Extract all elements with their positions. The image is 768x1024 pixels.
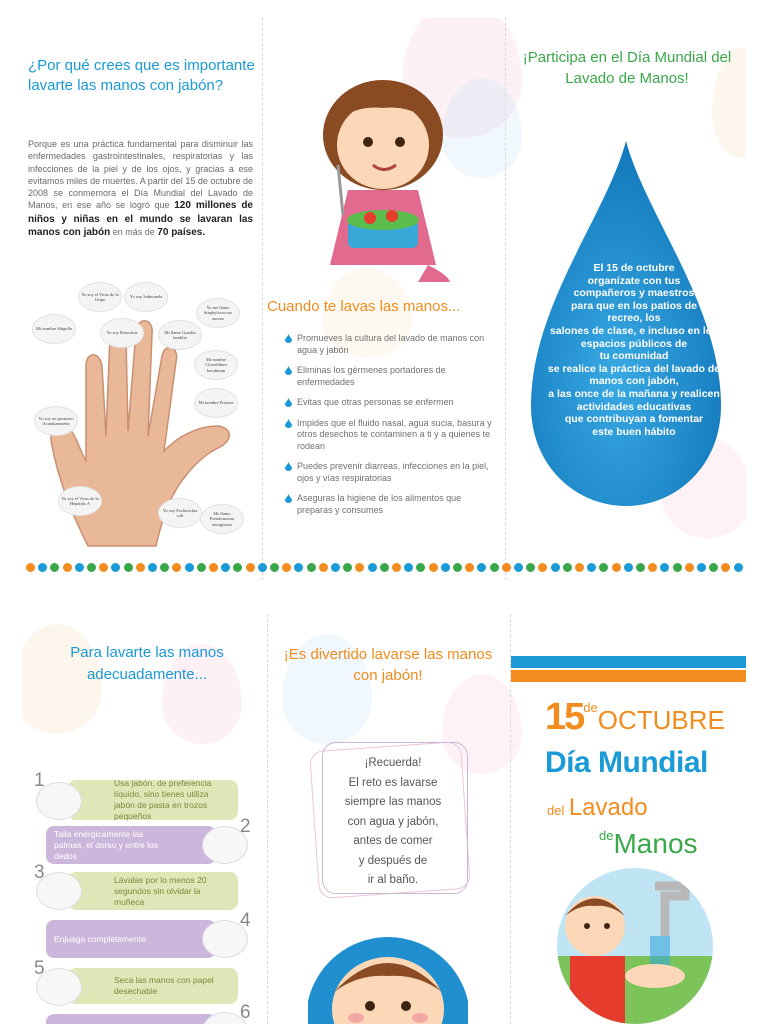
recuerda-line: y después de [358,854,428,867]
boy-face-illustration [308,934,468,1024]
divider-dot [38,563,47,572]
step-box [68,872,238,910]
brochure-inside [22,614,746,1024]
divider-dot [636,563,645,572]
divider-dot [307,563,316,572]
divider-dot [697,563,706,572]
drop-bullet-icon [285,419,292,428]
divider-dot [465,563,474,572]
step-number: 3 [34,862,45,883]
divider-dot [538,563,547,572]
germ-bubble: Yo soy Rotavirus [100,318,144,348]
divider-dot [221,563,230,572]
divider-dot [514,563,523,572]
divider-dot [87,563,96,572]
divider-dot [355,563,364,572]
divider-dot [612,563,621,572]
step-box [46,826,216,864]
divider-dot [709,563,718,572]
divider-dot [477,563,486,572]
divider-dot [50,563,59,572]
step-number: 2 [240,816,251,837]
title-month: OCTUBRE [597,705,725,735]
list-item-text: Eliminas los gérmenes portadores de enfermedades [297,365,446,387]
list-item [285,493,495,516]
boy-washing-illustration [555,866,715,1024]
drop-text-line: se realice la práctica del lavado de [547,362,721,375]
germ-bubble: Yo me llamo Staphylococcus aureus [196,298,240,328]
recuerda-line: siempre las manos [344,796,442,808]
recuerda-line: El reto es lavarse [348,776,438,789]
list-item-text: Promueves la cultura del lavado de manos con agua y jabón [297,333,485,355]
step-text: Lávalas por lo menos 20 segundos sin olvidar la muñeca [114,874,207,907]
divider-dot [99,563,108,572]
divider-dot [380,563,389,572]
divider-dot [404,563,413,572]
germ-bubble: Mi nombre Clostridium botulinum [194,350,238,380]
hand-germs-illustration [28,276,256,554]
divider-dot [111,563,120,572]
divider-dot [648,563,657,572]
divider-dot [148,563,157,572]
divider-dot [270,563,279,572]
list-item-text: Aseguras la higiene de los alimentos que preparas y consumes [297,493,462,515]
title-lavado: Lavado [568,794,648,821]
recuerda-box [318,754,468,891]
divider-dot [258,563,267,572]
list-item-text: Puedes prevenir diarreas, infecciones en la piel, ojos y vías respiratorias [297,461,489,483]
divider-dot [624,563,633,572]
list-item-text: Evitas que otras personas se enfermen [297,397,454,407]
divider-dot [185,563,194,572]
divider-dot [673,563,682,572]
divider-dot [721,563,730,572]
divider-dot [331,563,340,572]
list-item [285,461,495,484]
list-item [285,365,495,388]
panel-fun [268,614,510,1024]
drop-text-line: El 15 de octubre [593,262,675,274]
panel-heading: Cuando te lavas las manos... [267,298,461,315]
paragraph-highlight: 70 países. [157,227,206,239]
divider-dot [587,563,596,572]
divider-dot [416,563,425,572]
step-box [46,920,216,958]
divider-dot [526,563,535,572]
recuerda-line: con agua y jabón, [347,815,439,828]
divider-dot [392,563,401,572]
dotted-divider [22,561,746,573]
drop-text-line: este buen hábito [592,425,676,438]
step-number: 4 [240,910,251,931]
panel-how-to-wash [22,614,267,1024]
divider-dot [599,563,608,572]
panel-heading: Para lavarte las manos adecuadamente... [70,644,224,683]
list-item-text: Impides que el fluido nasal, agua sucia, basura y otros desechos te contaminen a ti y a quienes te rodean [297,417,492,451]
benefits-list [285,333,495,525]
cover-stripe-orange [511,670,746,682]
divider-dot [124,563,133,572]
divider-dot [453,563,462,572]
divider-dot [209,563,218,572]
drop-text-line: tu comunidad [599,350,669,363]
panel-participate [506,18,746,580]
cover-stripe-blue [511,656,746,668]
list-item [285,397,495,409]
drop-bullet-icon [285,398,292,407]
divider-dot [685,563,694,572]
brochure-outside [22,18,746,580]
divider-dot [429,563,438,572]
drop-bullet-icon [285,462,292,471]
panel-heading: ¿Por qué crees que es importante lavarte las manos con jabón? [28,57,255,94]
divider-dot [441,563,450,572]
divider-dot [294,563,303,572]
title-de: de [599,828,614,843]
drop-text-line: recreo, los [607,312,661,325]
step-number: 1 [34,770,45,791]
title-dia-mundial: Día Mundial [545,746,708,779]
divider-dot [26,563,35,572]
drop-message [522,262,746,438]
drop-bullet-icon [285,334,292,343]
divider-dot [282,563,291,572]
divider-dot [75,563,84,572]
title-de: de [583,700,598,715]
drop-text-line: espacios públicos de [580,337,688,350]
drop-text-line: compañeros y maestros [573,287,695,300]
divider-dot [172,563,181,572]
germ-bubble: Yo soy un protozoo Acanthamoeba [34,406,78,436]
drop-text-line: que contribuyan a fomentar [564,413,704,426]
title-manos-line [599,828,698,860]
drop-text-line: para que en los patios de [570,299,698,312]
step-text: Usa jabón, de preferencia líquido, sino tienes utiliza jabón de pasta en trozos pequeños [114,778,212,821]
title-lavado-line [547,794,648,822]
paragraph-text: en más de [112,227,155,238]
step-number: 5 [34,958,45,979]
title-manos: Manos [613,828,698,859]
recuerda-title: ¡Recuerda! [364,757,422,769]
divider-dot [63,563,72,572]
germ-bubble: Mi nombre Proteus [194,388,238,418]
germ-bubble: Yo soy el Virus de la Gripe [78,282,122,312]
cover-title [545,696,745,739]
panel-when-wash [263,18,505,580]
drop-text-line: a las once de la mañana y realicen [548,387,720,400]
paragraph-text: Porque es una práctica fundamental para disminuir las enfermedades gastrointestinales, respiratorias y las infecciones de la piel y de los ojos, y gracias a ese evitamos miles de muertes. A partir del 15 de octubre de 2008 se conmemora el Día Mundial del Lavado de Manos, en ese año se logró que [28,139,253,211]
drop-text-line: organízate con tus [587,274,681,287]
divider-dot [197,563,206,572]
panel-cover [511,614,746,1024]
germ-bubble: Yo soy el Virus de la Hepatitis A [58,486,102,516]
divider-dot [233,563,242,572]
recuerda-line: antes de comer [353,835,433,847]
recuerda-text [318,774,468,891]
divider-dot [660,563,669,572]
paragraph-highlight: 120 millones de niños y niñas en el mundo se lavaran las manos con jabón [28,200,253,239]
step-text: Enjuaga completamente [54,933,146,944]
germ-bubble: Mi nombre Shigella [32,314,76,344]
girl-eating-illustration [308,70,458,285]
list-item [285,418,495,453]
title-day: 15 [545,696,584,738]
panel-heading: ¡Participa en el Día Mundial del Lavado de Manos! [522,49,732,87]
drop-text-line: actividades educativas [576,400,692,413]
panel-why-wash [22,18,262,580]
divider-dot [575,563,584,572]
title-del: del [547,803,565,818]
drop-bullet-icon [285,494,292,503]
drop-bullet-icon [285,366,292,375]
germ-bubble: Mi llamo Giardia lamblia [158,320,202,350]
step-number: 6 [240,1002,251,1023]
step-box [46,1014,216,1024]
recuerda-line: ir al baño. [367,874,419,886]
divider-dot [502,563,511,572]
drop-text-line: salones de clase, e incluso en los [549,324,719,337]
list-item [285,333,495,356]
divider-dot [246,563,255,572]
step-box [68,780,238,820]
intro-paragraph [28,138,253,239]
step-text: Seca las manos con papel desechable [114,975,214,996]
divider-dot [136,563,145,572]
germ-bubble: Yo soy Escherichia coli [158,498,202,528]
step-text: Talla enérgicamente las palmas, el dorso y entre los dedos [54,828,158,861]
panel-heading: ¡Es divertido lavarse las manos con jabón! [283,646,493,684]
divider-dot [490,563,499,572]
divider-dot [563,563,572,572]
divider-dot [160,563,169,572]
divider-dot [319,563,328,572]
drop-text-line: manos con jabón, [589,375,679,388]
step-box [68,968,238,1004]
divider-dot [734,563,743,572]
germ-bubble: Yo soy Salmonela [124,282,168,312]
divider-dot [551,563,560,572]
germ-bubble: Me llamo Pseudomonas aeruginosa [200,504,244,534]
divider-dot [343,563,352,572]
divider-dot [368,563,377,572]
